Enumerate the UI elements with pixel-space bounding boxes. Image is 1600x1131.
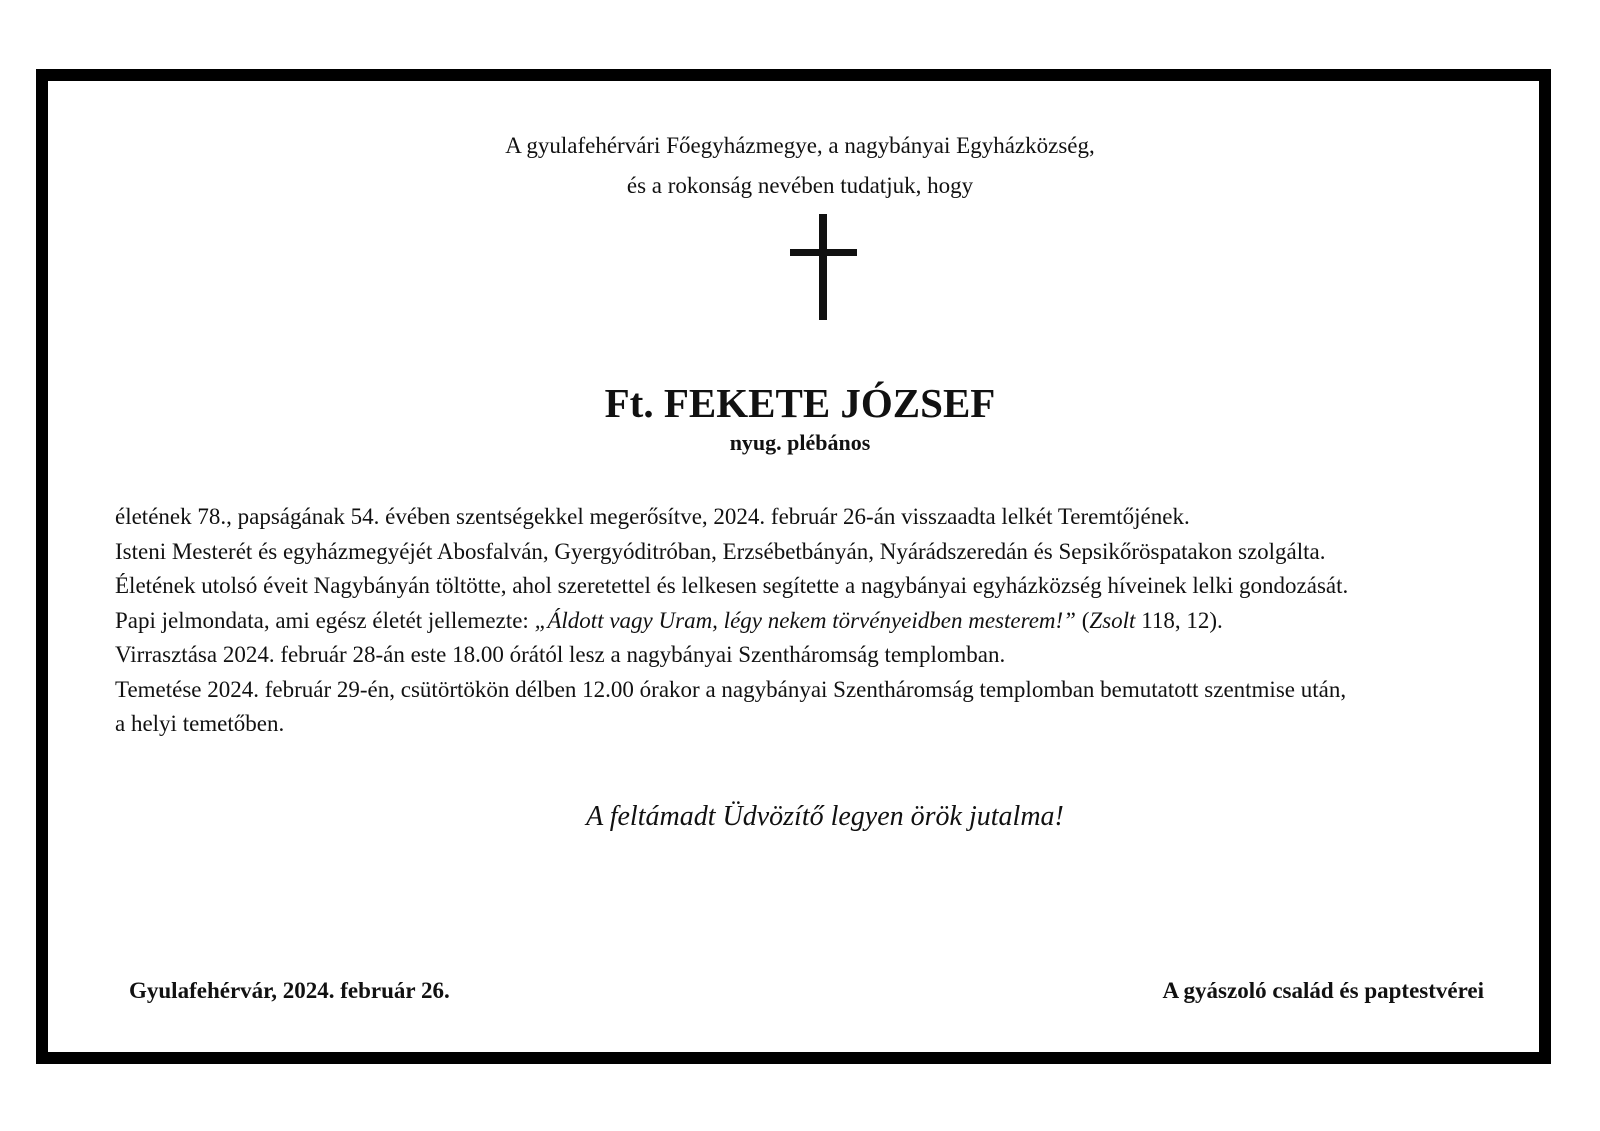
motto-quote: „Áldott vagy Uram, légy nekem törvényeidben mesterem!” (534, 607, 1076, 633)
motto-prefix: Papi jelmondata, ami egész életét jellemezte: (115, 607, 535, 633)
body-line-final-years: Életének utolsó éveit Nagybányán töltötte, ahol szeretettel és lelkesen segítette a nagybányai egyházközség híveinek lelki gondozását. (115, 573, 1349, 598)
header-line-1: A gyulafehérvári Főegyházmegye, a nagybányai Egyházközség, (505, 133, 1095, 158)
obituary-body (115, 500, 1555, 742)
deceased-name: Ft. FEKETE JÓZSEF (604, 380, 996, 426)
motto-source-book: Zsolt (1089, 607, 1136, 633)
place-date: Gyulafehérvár, 2024. február 26. (129, 978, 450, 1003)
motto-source-ref: 118, 12). (1135, 607, 1223, 633)
closing-blessing: A feltámadt Üdvözítő legyen örök jutalma! (586, 801, 1064, 832)
body-line-vigil: Virrasztása 2024. február 28-án este 18.00 órától lesz a nagybányai Szentháromság templomban. (115, 642, 1006, 667)
header-line-2: és a rokonság nevében tudatjuk, hogy (626, 173, 974, 198)
signature: A gyászoló család és paptestvérei (1162, 978, 1484, 1003)
body-line-service: Isteni Mesterét és egyházmegyéjét Abosfalván, Gyergyóditróban, Erzsébetbányán, Nyárádszeredán és Sepsikőröspatakon szolgálta. (115, 538, 1326, 564)
body-line-cemetery: a helyi temetőben. (115, 711, 285, 736)
deceased-title: nyug. plébános (729, 430, 871, 455)
body-line-motto (115, 604, 1555, 639)
body-line-age: életének 78., papságának 54. évében szentségekkel megerősítve, 2024. február 26-án visszaadta lelkét Teremtőjének. (115, 504, 1190, 529)
motto-open-paren: ( (1075, 607, 1090, 633)
latin-cross-icon (790, 214, 857, 320)
body-line-funeral: Temetése 2024. február 29-én, csütörtökön délben 12.00 órakor a nagybányai Szentháromság templomban bemutatott szentmise után, (115, 676, 1347, 702)
